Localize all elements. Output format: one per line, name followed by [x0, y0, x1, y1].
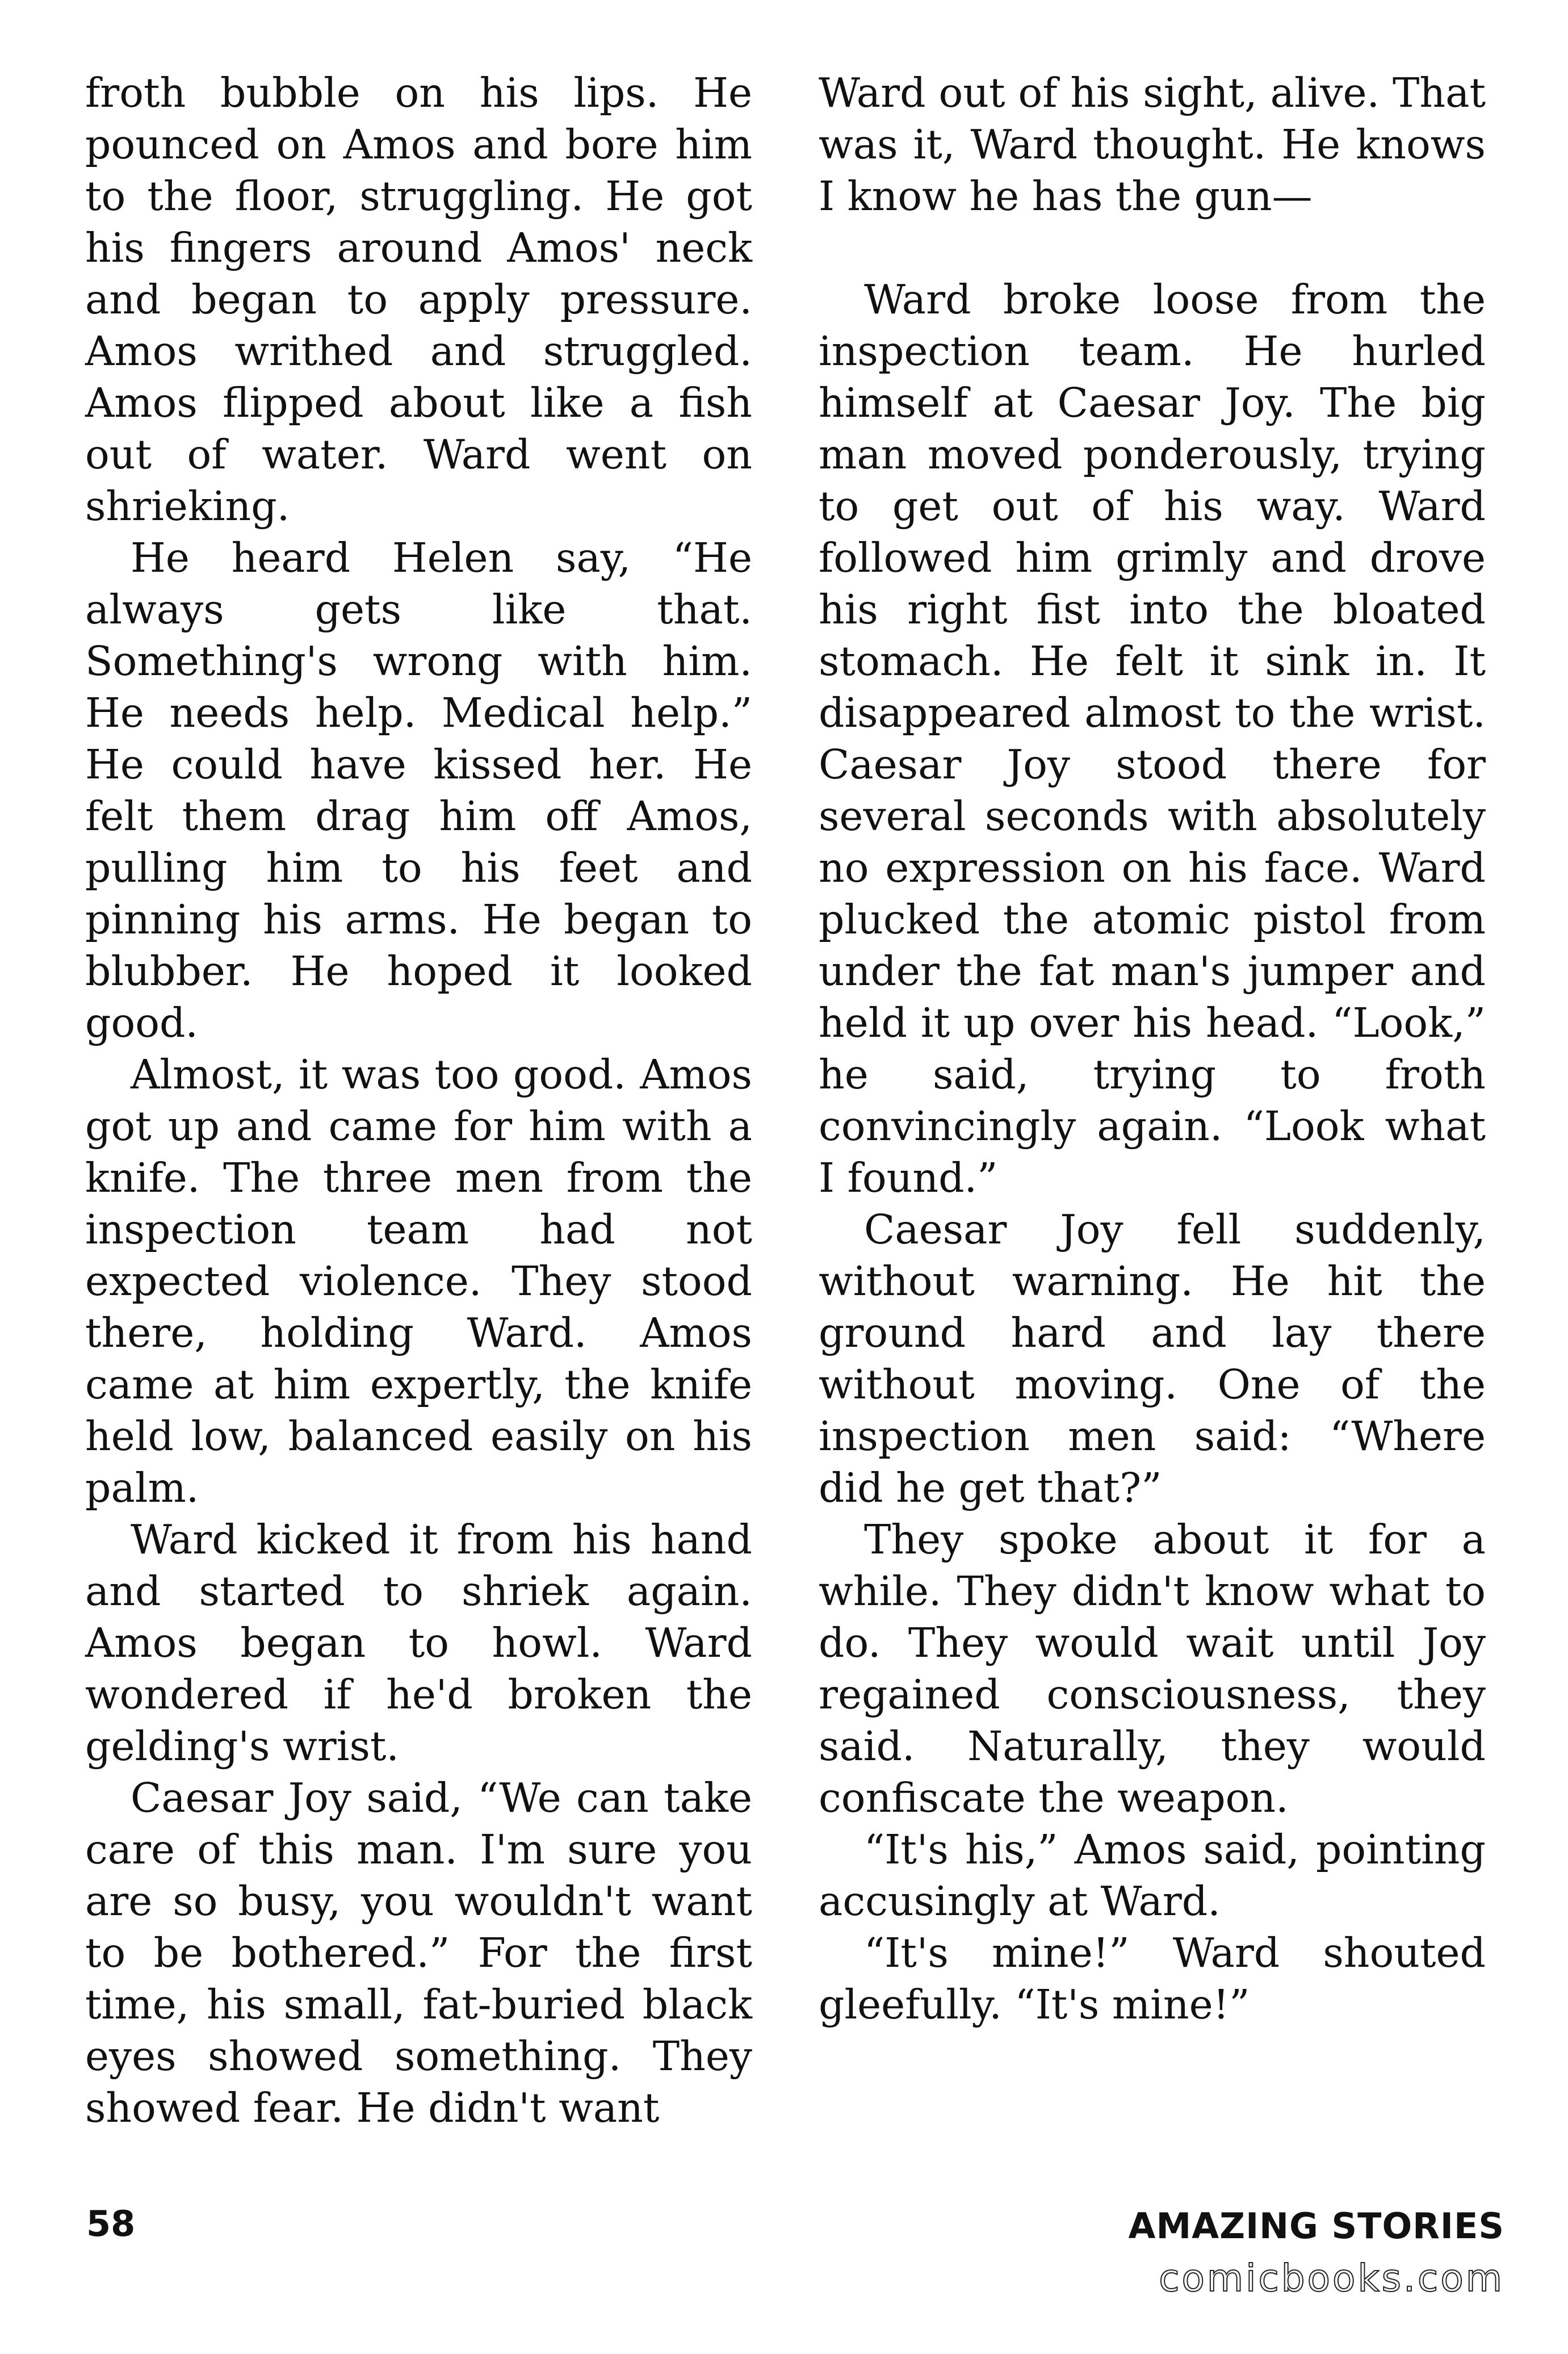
paragraph: Ward broke loose from the inspection team. He hurled himself at Caesar Joy. The big man moved ponderously, trying to get out of his way. Ward followed him grimly and drove his right fist into the bloated stomach. He felt it sink in. It disappeared almost to the wrist. Caesar Joy stood there for several seconds with absolutely no expression on his face. Ward plucked the atomic pistol from under the fat man's jumper and held it up over his head. “Look,” he said, trying to froth convincingly again. “Look what I found.” [819, 276, 1486, 1201]
paragraph: “It's his,” Amos said, pointing accusingly at Ward. [819, 1826, 1486, 1925]
magazine-title: AMAZING STORIES [1128, 2205, 1504, 2247]
paragraph: Caesar Joy fell suddenly, without warning. He hit the ground hard and lay there without moving. One of the inspection men said: “Where did he get that?” [819, 1206, 1486, 1511]
paragraph: froth bubble on his lips. He pounced on Amos and bore him to the floor, struggling. He got his fingers around Amos' neck and began to apply pressure. Amos writhed and struggled. Amos flipped about like a fish out of water. Ward went on shrieking. [85, 69, 752, 530]
paragraph: “It's mine!” Ward shouted gleefully. “It's mine!” [819, 1929, 1486, 2028]
paragraph: He heard Helen say, “He always gets like that. Something's wrong with him. He needs help. Medical help.” He could have kissed her. He felt them drag him off Amos, pulling him to his feet and pinning his arms. He began to blubber. He hoped it looked good. [85, 534, 752, 1046]
paragraph: Ward out of his sight, alive. That was it, Ward thought. He knows I know he has the gun— [819, 69, 1486, 220]
paragraph: Caesar Joy said, “We can take care of this man. I'm sure you are so busy, you wouldn't want to be bothered.” For the first time, his small, fat-buried black eyes showed something. They showed fear. He didn't want [85, 1774, 752, 2131]
right-text-column [819, 67, 1486, 2030]
paragraph: Almost, it was too good. Amos got up and came for him with a knife. The three men from the inspection team had not expected violence. They stood there, holding Ward. Amos came at him expertly, the knife held low, balanced easily on his palm. [85, 1051, 752, 1511]
watermark: comicbooks.com [1159, 2256, 1504, 2300]
paragraph: Ward kicked it from his hand and started to shriek again. Amos began to howl. Ward wondered if he'd broken the gelding's wrist. [85, 1516, 752, 1770]
left-text-column [85, 67, 752, 2134]
page-number: 58 [86, 2203, 136, 2244]
paragraph: They spoke about it for a while. They didn't know what to do. They would wait until Joy regained consciousness, they said. Naturally, they would confiscate the weapon. [819, 1516, 1486, 1821]
